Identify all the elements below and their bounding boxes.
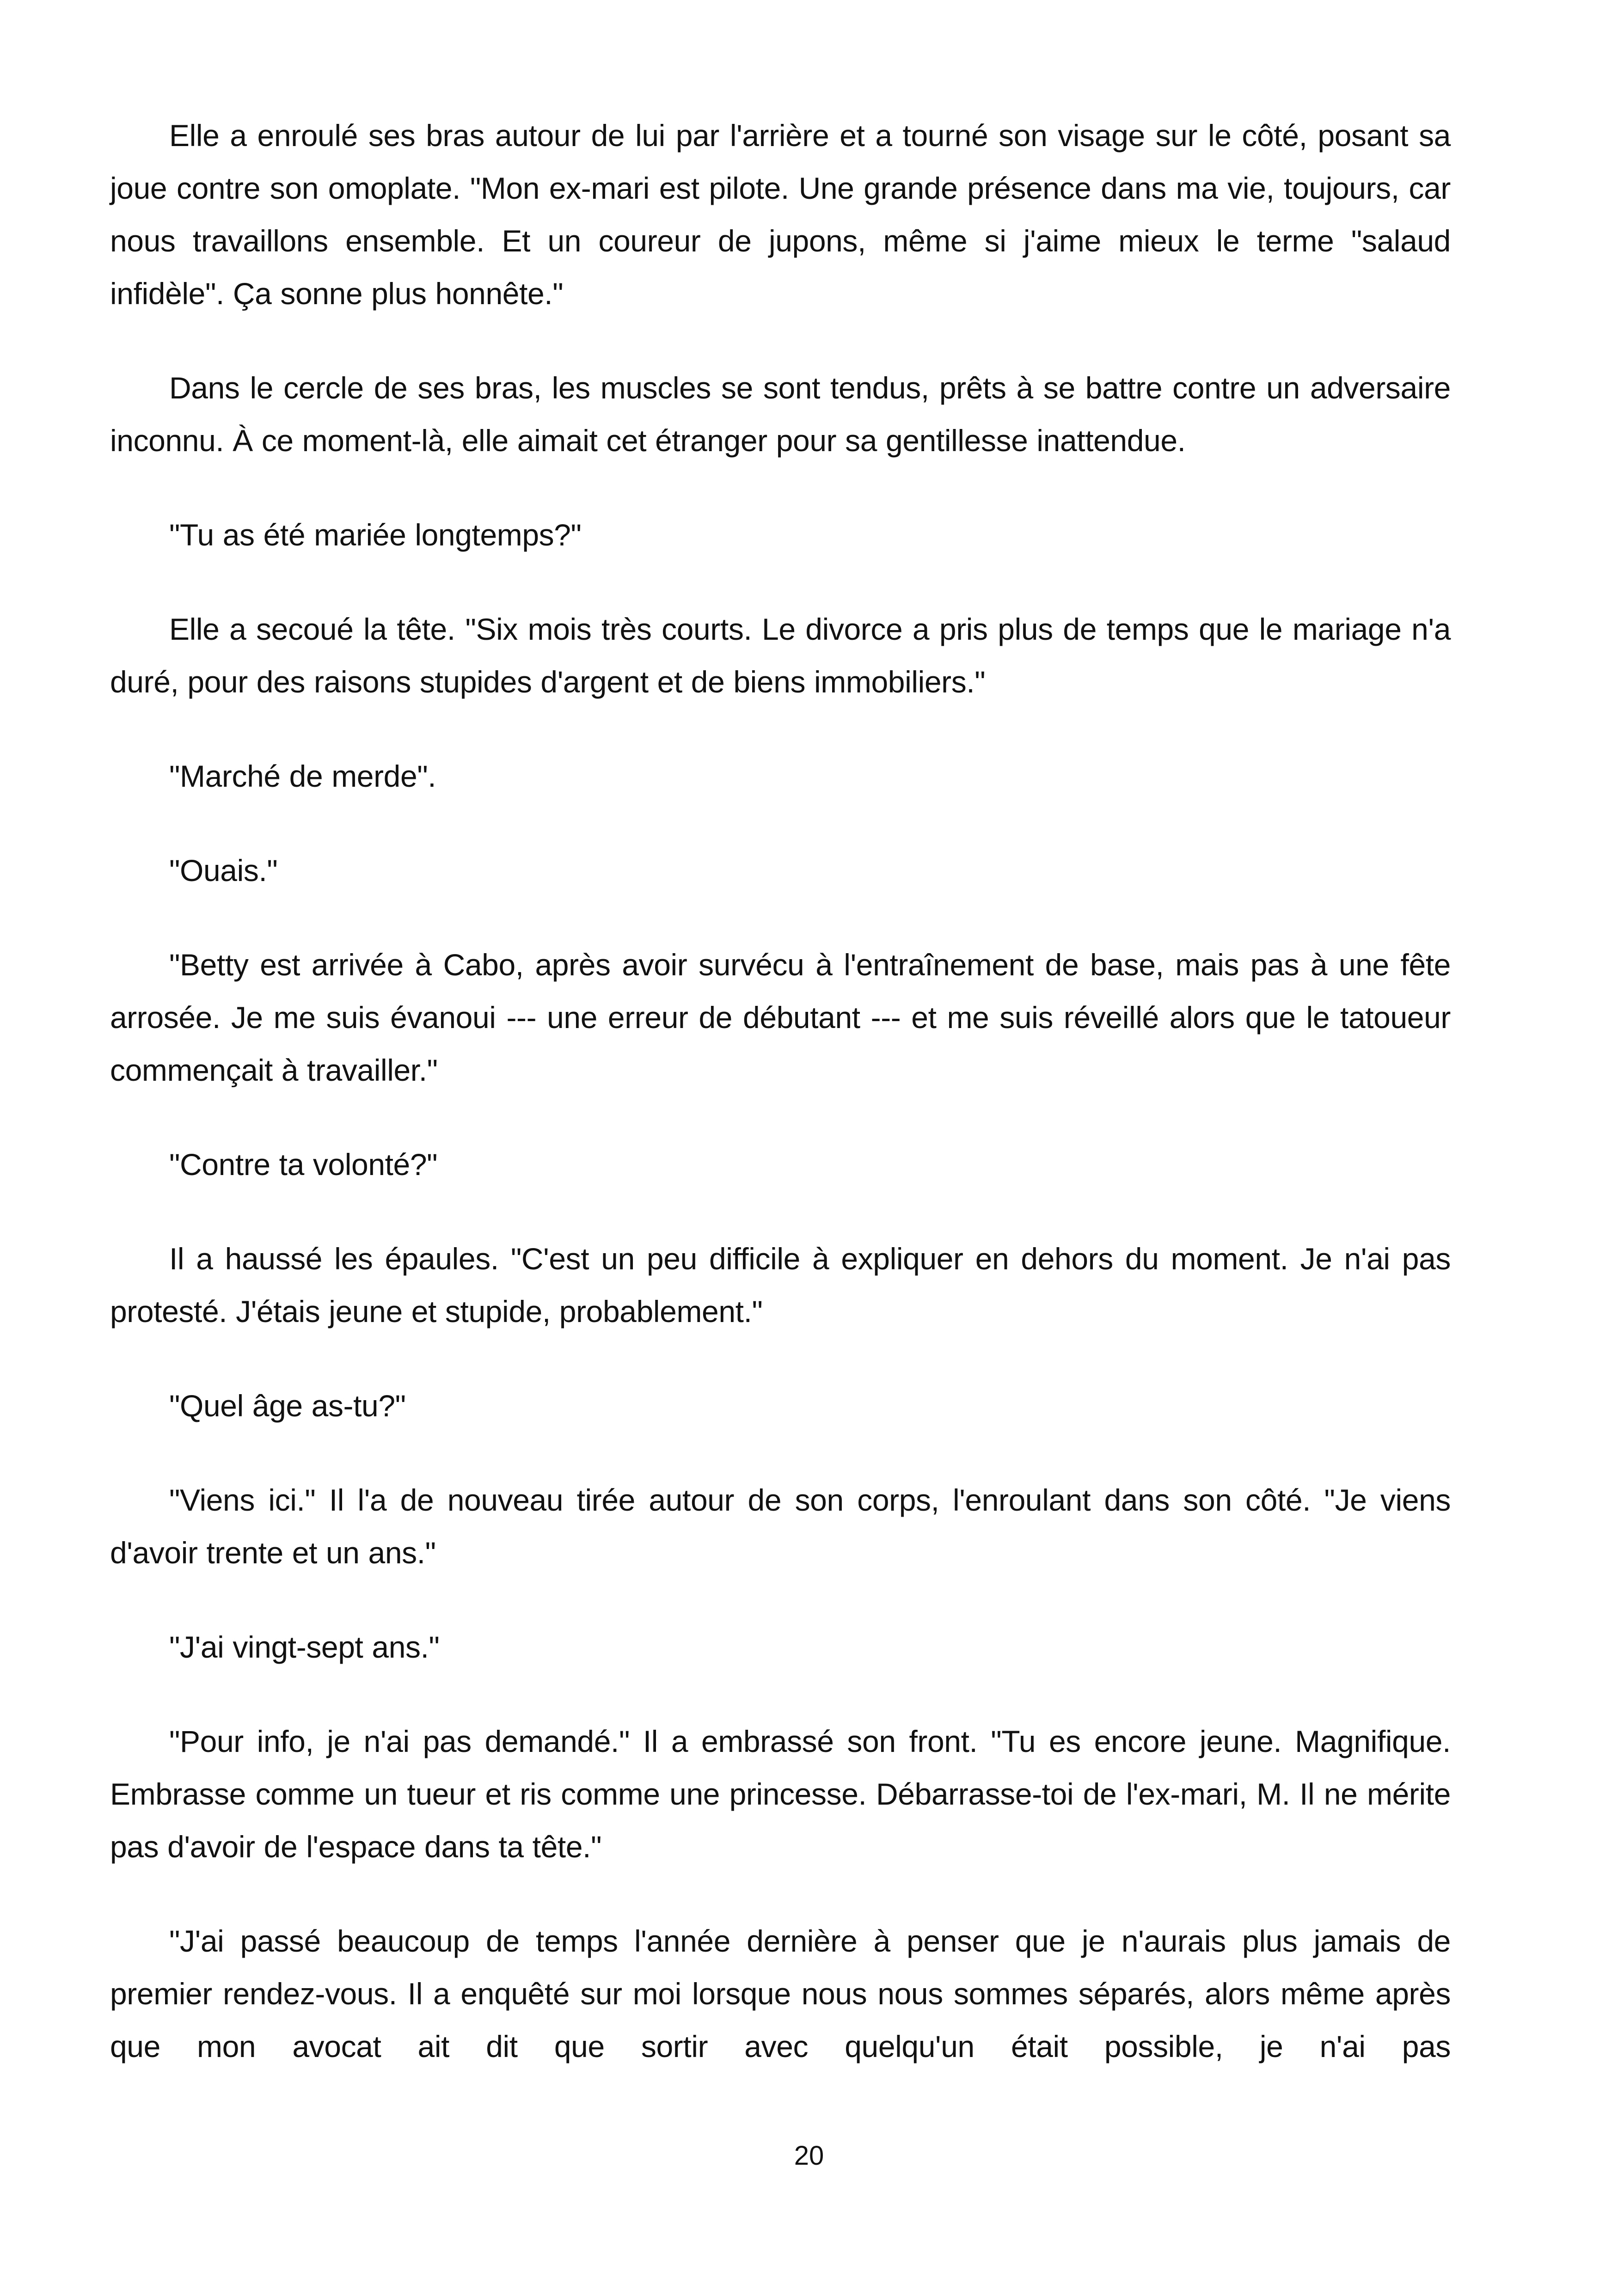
paragraph: "Betty est arrivée à Cabo, après avoir survécu à l'entraînement de base, mais pas à une fête arrosée. Je me suis évanoui --- une erreur de débutant --- et me suis réveillé alors que le tatoueur commençait à travailler." (110, 948, 1451, 1087)
page-number: 20 (794, 2141, 824, 2171)
paragraph: Dans le cercle de ses bras, les muscles se sont tendus, prêts à se battre contre un adversaire inconnu. À ce moment-là, elle aimait cet étranger pour sa gentillesse inattendue. (110, 371, 1451, 458)
paragraph: "Ouais." (169, 853, 278, 888)
paragraph: "Contre ta volonté?" (169, 1147, 438, 1182)
body-text (110, 109, 1451, 2073)
paragraph: Elle a secoué la tête. "Six mois très courts. Le divorce a pris plus de temps que le mariage n'a duré, pour des raisons stupides d'argent et de biens immobiliers." (110, 612, 1451, 699)
paragraph: "J'ai passé beaucoup de temps l'année dernière à penser que je n'aurais plus jamais de premier rendez-vous. Il a enquêté sur moi lorsque nous nous sommes séparés, alors même après que mon avocat ait dit que sortir avec quelqu'un était possible, je n'ai pas (110, 1924, 1451, 2063)
paragraph: "Marché de merde". (169, 759, 436, 793)
paragraph: "Pour info, je n'ai pas demandé." Il a embrassé son front. "Tu es encore jeune. Magnifique. Embrasse comme un tueur et ris comme une princesse. Débarrasse-toi de l'ex-mari, M. Il ne mérite pas d'avoir de l'espace dans ta tête." (110, 1724, 1451, 1864)
paragraph: "Quel âge as-tu?" (169, 1389, 406, 1423)
paragraph: "J'ai vingt-sept ans." (169, 1630, 440, 1664)
paragraph: "Viens ici." Il l'a de nouveau tirée autour de son corps, l'enroulant dans son côté. "Je viens d'avoir trente et un ans." (110, 1483, 1451, 1570)
paragraph: Elle a enroulé ses bras autour de lui par l'arrière et a tourné son visage sur le côté, posant sa joue contre son omoplate. "Mon ex-mari est pilote. Une grande présence dans ma vie, toujours, car nous travaillons ensemble. Et un coureur de jupons, même si j'aime mieux le terme "salaud infidèle". Ça sonne plus honnête." (110, 118, 1451, 311)
paragraph: Il a haussé les épaules. "C'est un peu difficile à expliquer en dehors du moment. Je n'ai pas protesté. J'étais jeune et stupide, probablement." (110, 1242, 1451, 1329)
paragraph: "Tu as été mariée longtemps?" (169, 518, 582, 552)
